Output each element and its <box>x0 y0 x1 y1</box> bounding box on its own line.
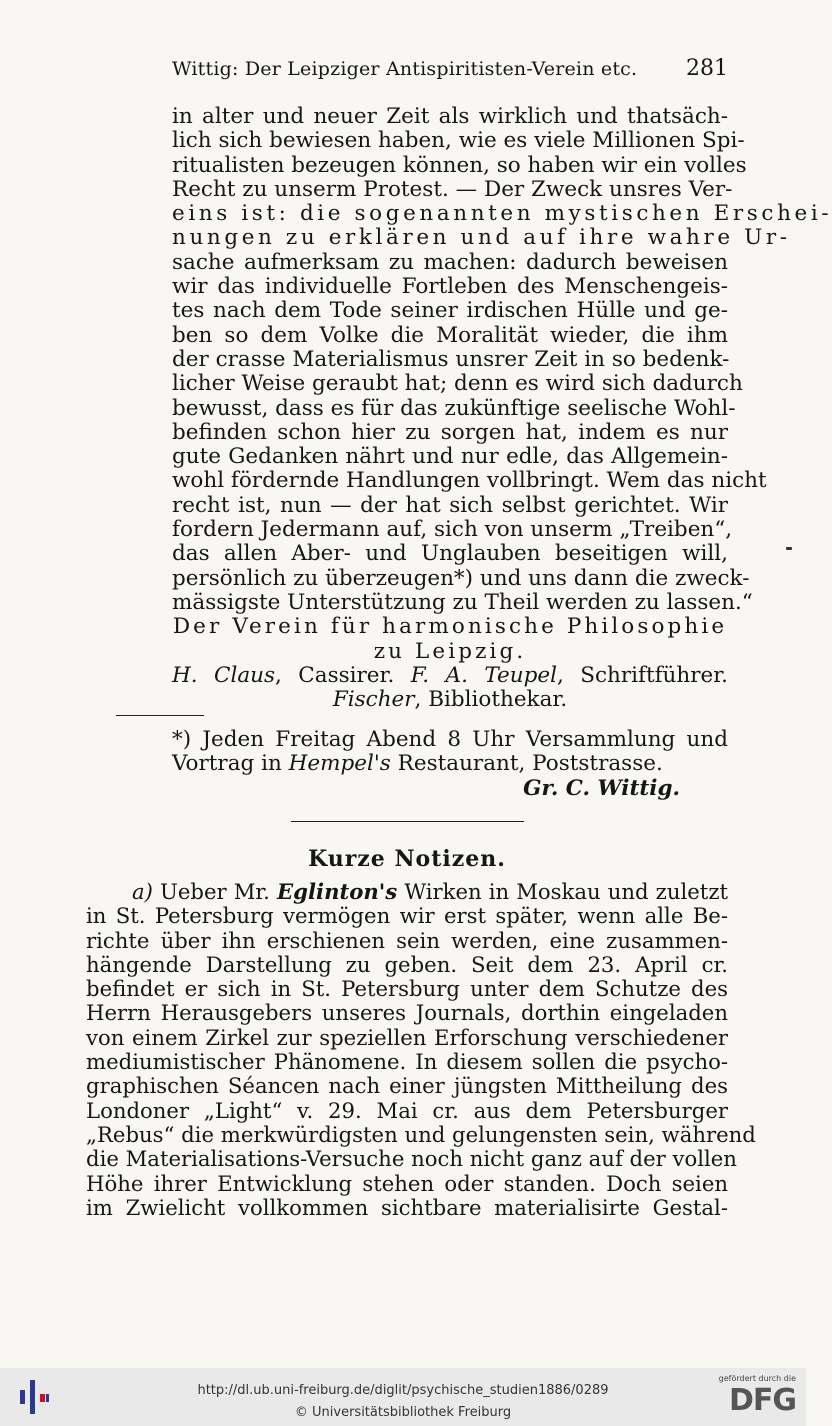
signatory-role: , Schriftführer. <box>556 662 728 688</box>
footnote-text: Vortrag in <box>172 751 289 777</box>
section-title: Kurze Notizen. <box>308 846 506 872</box>
page-number: 281 <box>686 56 728 81</box>
signatory-name: H. Claus <box>172 662 276 688</box>
footnote-venue: Hempel's <box>288 751 391 777</box>
signature-organization: Der Verein für harmonische Philosophie <box>172 614 728 640</box>
signature-members <box>172 664 728 688</box>
person-name: Eglinton's <box>277 879 398 904</box>
viewer-footer <box>0 1368 806 1426</box>
notes-line: mediumistischer Phänomene. In diesem sollen die psycho- <box>86 1049 728 1075</box>
body-line: sache aufmerksam zu machen: dadurch beweisen <box>172 249 728 275</box>
signatory-role: , Cassirer. <box>275 662 395 688</box>
page-header <box>172 58 728 88</box>
footnote-rule <box>116 715 204 716</box>
footnote-text: Restaurant, Poststrasse. <box>390 751 663 777</box>
body-line: ritualisten bezeugen können, so haben wir ein volles <box>172 152 747 178</box>
body-line: licher Weise geraubt hat; denn es wird sich dadurch <box>172 371 743 397</box>
body-line: wohl fördernde Handlungen vollbringt. Wem das nicht <box>172 468 767 494</box>
body-line: fordern Jedermann auf, sich von unserm „Treiben“, <box>172 517 733 543</box>
body-line: recht ist, nun — der hat sich selbst gerichtet. Wir <box>172 492 728 518</box>
notes-line <box>86 880 728 904</box>
notes-line: Höhe ihrer Entwicklung stehen oder standen. Doch seien <box>86 1170 728 1196</box>
body-line: tes nach dem Tode seiner irdischen Hülle und ge- <box>172 298 728 324</box>
notes-text-fragment: Wirken in Moskau und zuletzt <box>397 879 728 904</box>
body-line: das allen Aber- und Unglauben beseitigen will, <box>172 541 728 567</box>
item-label: a) <box>132 879 153 904</box>
body-line: ben so dem Volke die Moralität wieder, die ihm <box>172 322 728 348</box>
notes-line: in St. Petersburg vermögen wir erst später, wenn alle Be- <box>86 903 728 929</box>
running-head: Wittig: Der Leipziger Antispiritisten-Verein etc. <box>172 58 638 80</box>
notes-line: die Materialisations-Versuche noch nicht ganz auf der vollen <box>86 1146 737 1172</box>
notes-line: von einem Zirkel zur speziellen Erforschung verschiedener <box>86 1024 728 1050</box>
body-line: Recht zu unserm Protest. — Der Zweck unsres Ver- <box>172 176 733 202</box>
notes-text-fragment: Ueber Mr. <box>152 879 278 904</box>
footnote-line <box>172 752 728 776</box>
notes-line: richte über ihn erschienen sein werden, eine zusammen- <box>86 927 728 953</box>
footnote-author: Gr. C. Wittig. <box>523 775 680 801</box>
notes-line: hängende Darstellung zu geben. Seit dem 23. April cr. <box>86 951 728 977</box>
body-line: der crasse Materialismus unsrer Zeit in so bedenk- <box>172 346 730 372</box>
body-line: lich sich bewiesen haben, wie es viele Millionen Spi- <box>172 128 745 154</box>
body-line: persönlich zu überzeugen*) und uns dann die zweck- <box>172 565 750 591</box>
body-line: gute Gedanken nährt und nur edle, das Allgemein- <box>172 444 728 470</box>
notes-line: graphischen Séancen nach einer jüngsten Mittheilung des <box>86 1073 728 1099</box>
signature-city: zu Leipzig. <box>373 638 527 664</box>
body-line: mässigste Unterstützung zu Theil werden zu lassen.“ <box>172 589 753 615</box>
footnote-line: *) Jeden Freitag Abend 8 Uhr Versammlung und <box>172 727 728 752</box>
signatory-name: Fischer <box>332 687 415 713</box>
signatory-role: , Bibliothekar. <box>414 687 568 713</box>
notes-line: Londoner „Light“ v. 29. Mai cr. aus dem Petersburger <box>86 1097 728 1123</box>
section-divider <box>291 821 524 822</box>
dfg-logo[interactable]: DFG <box>728 1383 796 1418</box>
body-line: nungen zu erklären und auf ihre wahre Ur- <box>172 225 791 251</box>
signature-librarian <box>172 688 728 712</box>
copyright-notice: © Universitätsbibliothek Freiburg <box>294 1405 512 1420</box>
notes-line: befindet er sich in St. Petersburg unter dem Schutze des <box>86 976 728 1002</box>
body-line: eins ist: die sogenannten mystischen Erschei- <box>172 201 832 227</box>
body-line: wir das individuelle Fortleben des Menschengeis- <box>172 274 728 300</box>
ink-mark <box>786 547 792 550</box>
signatory-name: F. A. Teupel <box>410 662 557 688</box>
body-line: befinden schon hier zu sorgen hat, indem es nur <box>172 419 728 445</box>
body-line: in alter und neuer Zeit als wirklich und thatsäch- <box>172 104 728 129</box>
notes-line: im Zwielicht vollkommen sichtbare materialisirte Gestal- <box>86 1194 728 1220</box>
body-line: bewusst, dass es für das zukünftige seelische Wohl- <box>172 395 736 421</box>
footnote <box>172 728 728 801</box>
notes-line: „Rebus“ die merkwürdigsten und gelungensten sein, während <box>86 1121 756 1147</box>
permalink-url[interactable]: http://dl.ub.uni-freiburg.de/diglit/psychische_studien1886/0289 <box>197 1383 609 1398</box>
notes-text <box>86 879 756 1220</box>
notes-line: Herrn Herausgebers unseres Journals, dorthin eingeladen <box>86 1000 728 1026</box>
funding-note: gefördert durch die <box>718 1374 796 1383</box>
body-text <box>172 104 832 713</box>
